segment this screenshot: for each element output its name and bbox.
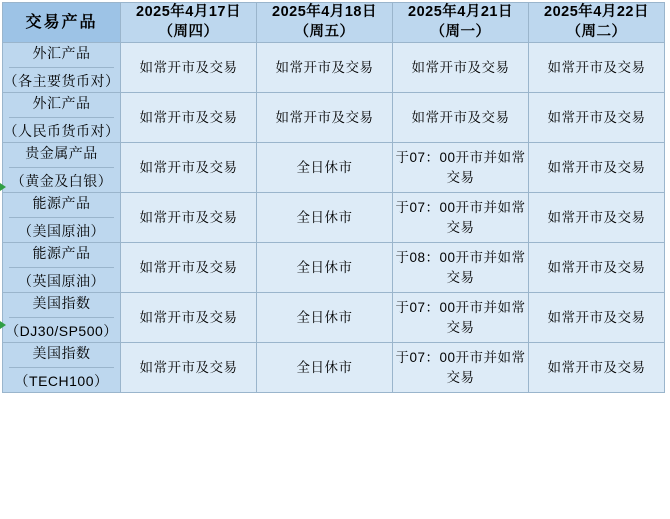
row-1-day-3-value: 如常开市及交易 [393,93,529,143]
row-product-4 [3,243,121,293]
row-5-day-4-value: 如常开市及交易 [529,293,665,343]
row-6-day-3-value: 于07：00开市并如常交易 [393,343,529,393]
row-product-3-detail: （美国原油） [18,223,105,240]
table-row [3,243,665,293]
row-2-day-2-value: 全日休市 [257,143,393,193]
row-3-day-4-value: 如常开市及交易 [529,193,665,243]
row-6-day-4-value: 如常开市及交易 [529,343,665,393]
table-row [3,293,665,343]
row-2-day-1-value: 如常开市及交易 [121,143,257,193]
column-header-day-1-date: 2025年4月17日 [136,4,241,20]
row-product-2 [3,143,121,193]
column-header-product [3,3,121,43]
row-product-3-name: 能源产品 [32,195,91,212]
row-3-day-3-value: 于07：00开市并如常交易 [393,193,529,243]
row-5-day-1-value: 如常开市及交易 [121,293,257,343]
table-header [3,3,665,43]
row-product-4-name: 能源产品 [32,245,91,262]
row-product-6-name: 美国指数 [32,345,91,362]
row-2-day-3-value: 于07：00开市并如常交易 [393,143,529,193]
row-product-0 [3,43,121,93]
table-row [3,193,665,243]
row-3-day-2-value: 全日休市 [257,193,393,243]
row-product-2-name: 贵金属产品 [25,145,98,162]
column-header-day-3-weekday: （周一） [430,23,491,40]
table-row [3,343,665,393]
column-header-day-2-date: 2025年4月18日 [272,4,377,20]
row-product-1-detail: （人民币货币对） [3,123,120,140]
row-6-day-1-value: 如常开市及交易 [121,343,257,393]
row-product-2-detail: （黄金及白银） [10,173,113,190]
row-0-day-4-value: 如常开市及交易 [529,43,665,93]
document-page [0,2,670,393]
row-2-day-4-value: 如常开市及交易 [529,143,665,193]
green-marker-icon [0,183,6,191]
row-product-3 [3,193,121,243]
row-3-day-1-value: 如常开市及交易 [121,193,257,243]
row-0-day-3-value: 如常开市及交易 [393,43,529,93]
table-row [3,43,665,93]
column-header-day-1 [121,3,257,43]
row-4-day-1-value: 如常开市及交易 [121,243,257,293]
row-product-0-name: 外汇产品 [32,45,91,62]
row-product-6 [3,343,121,393]
cell-divider [9,367,114,368]
row-product-1-name: 外汇产品 [32,95,91,112]
row-4-day-2-value: 全日休市 [257,243,393,293]
row-6-day-2-value: 全日休市 [257,343,393,393]
row-product-4-detail: （英国原油） [18,273,105,290]
green-marker-icon [0,321,6,329]
cell-divider [9,167,114,168]
cell-divider [9,267,114,268]
cell-divider [9,67,114,68]
trading-schedule-table [2,2,665,393]
column-header-day-2-weekday: （周五） [294,23,355,40]
column-header-day-4-date: 2025年4月22日 [544,4,649,20]
table-body [3,43,665,393]
row-product-5-detail: （DJ30/SP500） [5,323,118,340]
row-1-day-4-value: 如常开市及交易 [529,93,665,143]
row-5-day-2-value: 全日休市 [257,293,393,343]
row-product-5-name: 美国指数 [32,295,91,312]
table-row [3,93,665,143]
column-header-day-3-date: 2025年4月21日 [408,4,513,20]
column-header-product-label: 交易产品 [25,13,98,31]
row-product-0-detail: （各主要货币对） [3,73,120,90]
column-header-day-2 [257,3,393,43]
row-0-day-1-value: 如常开市及交易 [121,43,257,93]
column-header-day-4 [529,3,665,43]
cell-divider [9,317,114,318]
row-product-6-detail: （TECH100） [14,373,109,390]
row-0-day-2-value: 如常开市及交易 [257,43,393,93]
row-5-day-3-value: 于07：00开市并如常交易 [393,293,529,343]
column-header-day-1-weekday: （周四） [158,23,219,40]
row-product-5 [3,293,121,343]
table-header-row [3,3,665,43]
column-header-day-4-weekday: （周二） [566,23,627,40]
cell-divider [9,217,114,218]
row-4-day-3-value: 于08：00开市并如常交易 [393,243,529,293]
row-product-1 [3,93,121,143]
cell-divider [9,117,114,118]
row-4-day-4-value: 如常开市及交易 [529,243,665,293]
row-1-day-1-value: 如常开市及交易 [121,93,257,143]
column-header-day-3 [393,3,529,43]
row-1-day-2-value: 如常开市及交易 [257,93,393,143]
table-row [3,143,665,193]
